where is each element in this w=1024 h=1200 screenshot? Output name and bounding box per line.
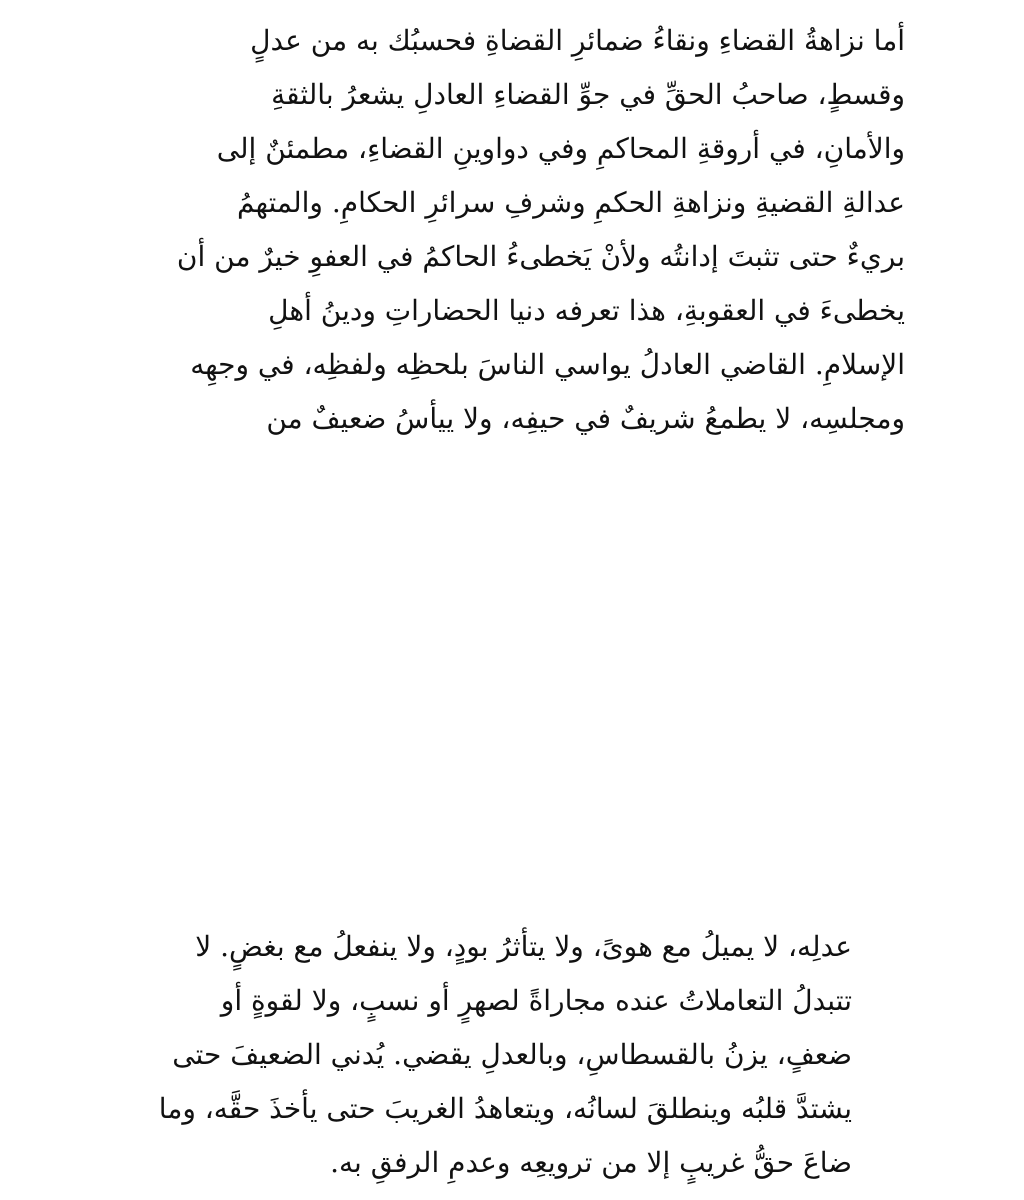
text-line: عدلِه، لا يميلُ مع هوىً، ولا يتأثرُ بودٍ، ولا ينفعلُ مع بغضٍ. لا: [195, 930, 852, 963]
text-line: عدالةِ القضيةِ ونزاهةِ الحكمِ وشرفِ سرائرِ الحكامِ. والمتهمُ: [236, 186, 905, 219]
text-line: ضعفٍ، يزنُ بالقسطاسِ، وبالعدلِ يقضي. يُدني الضعيفَ حتى: [172, 1038, 852, 1071]
text-line: ومجلسِه، لا يطمعُ شريفٌ في حيفِه، ولا ييأسُ ضعيفٌ من: [266, 402, 905, 435]
text-line: بريءٌ حتى تثبتَ إدانتُه ولأنْ يَخطىءُ الحاكمُ في العفوِ خيرٌ من أن: [176, 240, 905, 273]
text-line: وقسطٍ، صاحبُ الحقِّ في جوِّ القضاءِ العادلِ يشعرُ بالثقةِ: [271, 78, 905, 111]
text-line: والأمانِ، في أروقةِ المحاكمِ وفي دواوينِ القضاءِ، مطمئنٌ إلى: [216, 132, 905, 165]
text-line: تتبدلُ التعاملاتُ عنده مجاراةً لصهرٍ أو نسبٍ، ولا لقوةٍ أو: [220, 984, 852, 1017]
text-excerpt-top: [160, 14, 905, 446]
text-line: يشتدَّ قلبُه وينطلقَ لسانُه، ويتعاهدُ الغريبَ حتى يأخذَ حقَّه، وما: [158, 1092, 852, 1125]
text-line: الإسلامِ. القاضي العادلُ يواسي الناسَ بلحظِه ولفظِه، في وجهِه: [190, 348, 905, 381]
text-line: ضاعَ حقُّ غريبٍ إلا من ترويعِه وعدمِ الرفقِ به.: [330, 1146, 852, 1179]
text-line: يخطىءَ في العقوبةِ، هذا تعرفه دنيا الحضاراتِ ودينُ أهلِ: [268, 294, 905, 327]
text-line: أما نزاهةُ القضاءِ ونقاءُ ضمائرِ القضاةِ فحسبُك به من عدلٍ: [250, 24, 905, 57]
text-excerpt-bottom: [158, 920, 852, 1190]
